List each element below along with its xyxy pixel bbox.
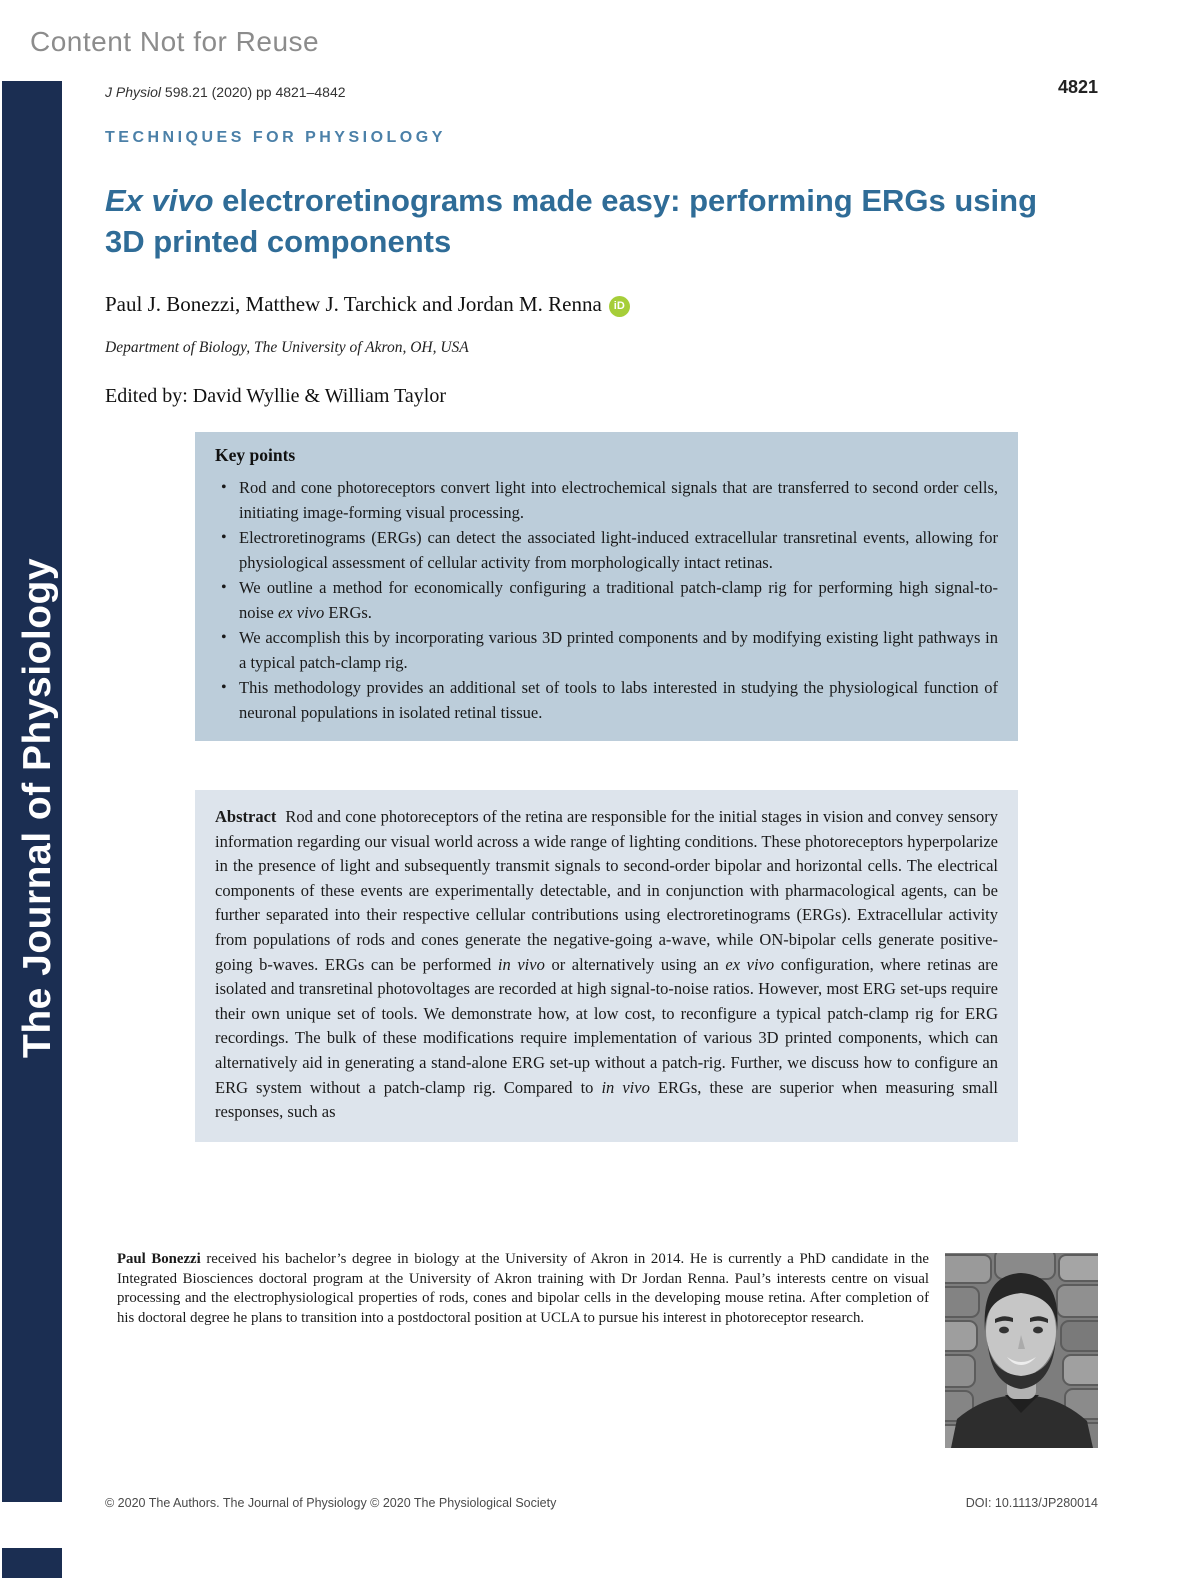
abstract-italic: in vivo <box>497 954 545 974</box>
key-point-text: We outline a method for economically configuring a traditional patch-clamp rig for performing high signal-to-noise <box>239 578 998 622</box>
section-label: TECHNIQUES FOR PHYSIOLOGY <box>105 129 446 146</box>
article-title <box>105 180 1085 262</box>
content-not-for-reuse-banner: Content Not for Reuse <box>30 26 320 57</box>
portrait-photo-illustration <box>945 1253 1098 1448</box>
key-point-item <box>215 575 998 625</box>
affiliation: Department of Biology, The University of Akron, OH, USA <box>105 339 469 356</box>
abstract-label: Abstract <box>215 807 277 826</box>
article-title-rest: electroretinograms made easy: performing ERGs using 3D printed components <box>105 183 1038 259</box>
abstract-text: Rod and cone photoreceptors of the retina are responsible for the initial stages in vision and convey sensory information regarding our visual world across a wide range of lighting conditions. These photoreceptors hyperpolarize in the presence of light and subsequently transmit signals to second-order bipolar and horizontal cells. The electrical components of these events are experimentally detectable, and in conjunction with pharmacological agents, can be further separated into their respective cellular contributions using electroretinograms (ERGs). Extracellular activity from populations of rods and cones generate the negative-going a-wave, while ON-bipolar cells generate positive-going b-waves. ERGs can be performed <box>215 807 998 974</box>
key-points-list <box>215 475 998 725</box>
journal-name-vertical: The Journal of Physiology <box>16 557 59 1058</box>
key-point-text-post: ERGs. <box>324 603 372 622</box>
bio-text: received his bachelor’s degree in biology at the University of Akron in 2014. He is currently a PhD candidate in the Integrated Biosciences doctoral program at the University of Akron training with Dr Jordan Renna. Paul’s interests centre on visual processing and the electrophysiological properties of rods, cones and bipolar cells in the developing mouse retina. After completion of his doctoral degree he plans to transition into a postdoctoral position at UCLA to pursue his interest in photoreceptor research. <box>117 1251 929 1326</box>
key-point-item <box>215 525 998 575</box>
doi-line: DOI: 10.1113/JP280014 <box>965 1496 1098 1510</box>
key-point-item <box>215 475 998 525</box>
page-number: 4821 <box>1057 77 1098 97</box>
key-point-text: Rod and cone photoreceptors convert light into electrochemical signals that are transferred to second order cells, initiating image-forming visual processing. <box>239 478 998 522</box>
citation-journal-title: J Physiol <box>105 84 162 100</box>
abstract-italic: in vivo <box>601 1077 650 1097</box>
abstract-text: ERGs, these are superior when measuring small responses, such as <box>215 1077 998 1122</box>
copyright-line: © 2020 The Authors. The Journal of Physiology © 2020 The Physiological Society <box>105 1496 557 1510</box>
abstract-box <box>195 790 1018 1142</box>
key-point-italic: ex vivo <box>277 603 325 622</box>
bio-author-name: Paul Bonezzi <box>117 1251 201 1267</box>
abstract-text: configuration, where retinas are isolated and transretinal photovoltages are recorded at high signal-to-noise ratios. However, most ERG set-ups require their own unique set of tools. We demonstrate how, at low cost, to reconfigure a typical patch-clamp rig for ERG recordings. The bulk of these modifications require implementation of various 3D printed components, which can alternatively aid in generating a stand-alone ERG set-up without a patch-rig. Further, we discuss how to configure an ERG system without a patch-clamp rig. Compared to <box>215 954 998 1097</box>
journal-sidebar-bar-next-page <box>2 1548 62 1578</box>
key-points-box <box>195 432 1018 741</box>
edited-by-line: Edited by: David Wyllie & William Taylor <box>105 385 446 407</box>
article-title-italic-part: Ex vivo <box>105 183 214 218</box>
citation-issue-pages: 598.21 (2020) pp 4821–4842 <box>161 84 346 100</box>
author-portrait-photo <box>945 1253 1098 1448</box>
author-bio <box>117 1250 929 1328</box>
key-point-item <box>215 625 998 675</box>
author-names: Paul J. Bonezzi, Matthew J. Tarchick and Jordan M. Renna <box>105 292 602 316</box>
key-point-text: Electroretinograms (ERGs) can detect the associated light-induced extracellular transretinal events, allowing for physiological assessment of cellular activity from morphologically intact retinas. <box>239 528 998 572</box>
citation-line <box>105 84 346 100</box>
abstract-text: or alternatively using an <box>544 954 726 974</box>
abstract-italic: ex vivo <box>725 954 775 974</box>
orcid-icon[interactable]: iD <box>609 296 630 317</box>
key-point-item <box>215 675 998 725</box>
key-points-heading: Key points <box>215 445 296 465</box>
key-point-text: We accomplish this by incorporating various 3D printed components and by modifying existing light pathways in a typical patch-clamp rig. <box>239 628 998 672</box>
author-list <box>105 292 630 317</box>
key-point-text: This methodology provides an additional set of tools to labs interested in studying the physiological function of neuronal populations in isolated retinal tissue. <box>239 678 998 722</box>
